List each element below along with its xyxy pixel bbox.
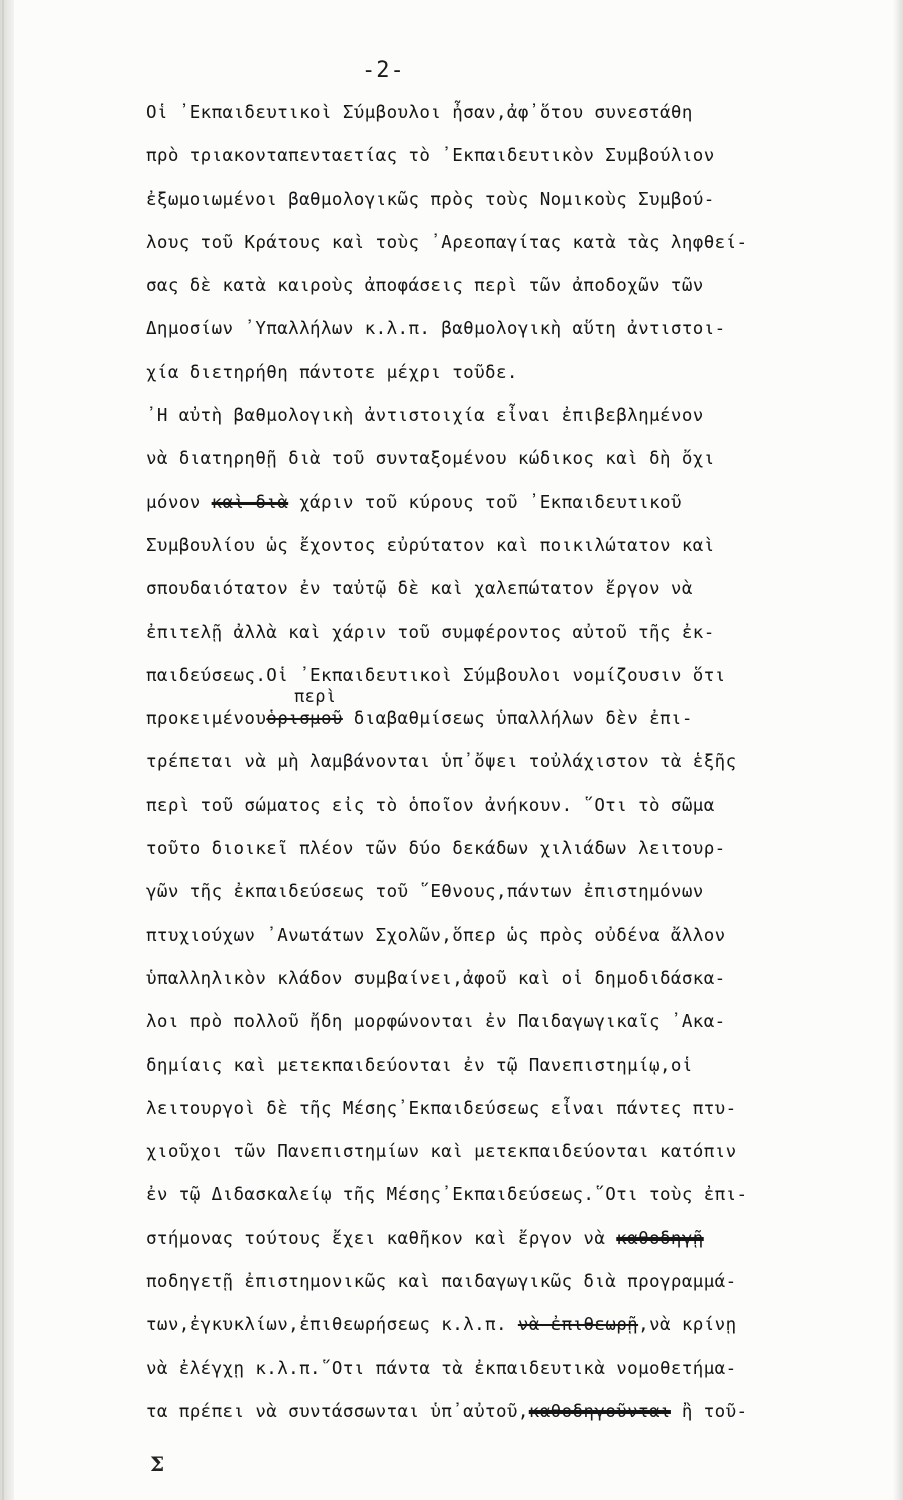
text-line: ἐξωμοιωμένοι βαθμολογικῶς πρὸς τοὺς Νομικοὺς Συμβού- [146, 189, 715, 210]
text-line: ἐν τῷ Διδασκαλείῳ τῆς Μέσης᾽Εκπαιδεύσεως.῞Οτι τοὺς ἐπι- [146, 1185, 748, 1206]
text-segment: στήμονας τούτους ἔχει καθῆκον καὶ ἔργον νὰ [146, 1228, 617, 1249]
text-segment: προκειμένου [146, 709, 267, 730]
text-segment: μόνον [146, 492, 212, 513]
text-segment: των,ἐγκυκλίων,ἐπιθεωρήσεως κ.λ.π. [146, 1315, 518, 1336]
handwritten-insertion: περὶ [294, 687, 337, 708]
text-line: ποδηγετῇ ἐπιστημονικῶς καὶ παιδαγωγικῶς διὰ προγραμμά- [146, 1272, 737, 1293]
text-line-with-correction [146, 687, 866, 741]
text-line: παιδεύσεως.Οἱ ᾽Εκπαιδευτικοὶ Σύμβουλοι νομίζουσιν ὅτι [146, 665, 726, 686]
text-line-with-strikeout [146, 1304, 866, 1347]
text-line: ᾽Η αὐτὴ βαθμολογικὴ ἀντιστοιχία εἶναι ἐπιβεβλημένον [146, 406, 704, 427]
text-line: τοῦτο διοικεῖ πλέον τῶν δύο δεκάδων χιλιάδων λειτουρ- [146, 839, 726, 860]
text-line-with-strikeout [146, 1218, 866, 1261]
text-line: πτυχιούχων ᾽Ανωτάτων Σχολῶν,ὅπερ ὡς πρὸς οὐδένα ἄλλον [146, 925, 726, 946]
page-fold-mark [2, 0, 4, 1500]
text-line: σας δὲ κατὰ καιροὺς ἀποφάσεις περὶ τῶν ἀποδοχῶν τῶν [146, 276, 704, 297]
text-line: νὰ διατηρηθῇ διὰ τοῦ συνταξομένου κώδικος καὶ δὴ ὄχι [146, 449, 715, 470]
text-line: λειτουργοὶ δὲ τῆς Μέσης᾽Εκπαιδεύσεως εἶναι πάντες πτυ- [146, 1098, 737, 1119]
text-line-with-strikeout [146, 1391, 866, 1434]
typewritten-body [146, 92, 866, 1434]
text-line: γῶν τῆς ἐκπαιδεύσεως τοῦ ῞Εθνους,πάντων ἐπιστημόνων [146, 882, 704, 903]
text-line: Οἱ ᾽Εκπαιδευτικοὶ Σύμβουλοι ἦσαν,ἀφ᾽ὅτου συνεστάθη [146, 103, 693, 123]
struck-out-text: καθοδηγοῦνται [528, 1401, 671, 1422]
text-segment: διαβαθμίσεως ὑπαλλήλων δὲν ἐπι- [342, 709, 693, 730]
text-line: λους τοῦ Κράτους καὶ τοὺς ᾽Αρεοπαγίτας κατὰ τὰς ληφθεί- [146, 232, 748, 253]
struck-out-text: καθοδηγῇ [616, 1228, 704, 1249]
text-line: Δημοσίων ᾽Υπαλλήλων κ.λ.π. βαθμολογικὴ αὕτη ἀντιστοι- [146, 319, 726, 340]
text-line: ὑπαλληλικὸν κλάδον συμβαίνει,ἀφοῦ καὶ οἱ δημοδιδάσκα- [146, 968, 726, 989]
text-line: σπουδαιότατον ἐν ταὐτῷ δὲ καὶ χαλεπώτατον ἔργον νὰ [146, 579, 693, 600]
text-line: πρὸ τριακονταπενταετίας τὸ ᾽Εκπαιδευτικὸν Συμβούλιον [146, 146, 715, 167]
text-line: λοι πρὸ πολλοῦ ἤδη μορφώνονται ἐν Παιδαγωγικαῖς ᾽Ακα- [146, 1012, 726, 1033]
page-right-edge-shadow [893, 0, 903, 1500]
text-line: δημίαις καὶ μετεκπαιδεύονται ἐν τῷ Πανεπιστημίῳ,οἱ [146, 1055, 693, 1076]
struck-out-text: ὁρισμοῦ [266, 709, 343, 730]
text-segment: ἢ τοῦ- [670, 1401, 748, 1422]
text-segment: τα πρέπει νὰ συντάσσωνται ὑπ᾽αὐτοῦ, [146, 1401, 529, 1422]
text-segment: ,νὰ κρίνῃ [638, 1315, 737, 1336]
struck-out-text: καὶ διὰ [211, 492, 289, 513]
page-number: -2- [362, 58, 405, 83]
text-line: χία διετηρήθη πάντοτε μέχρι τοῦδε. [146, 362, 518, 383]
struck-out-text: νὰ ἐπιθεωρῇ [517, 1315, 639, 1336]
text-line-with-strikeout [146, 482, 866, 525]
text-line: Συμβουλίου ὡς ἔχοντος εὐρύτατον καὶ ποικιλώτατον καὶ [146, 535, 715, 556]
text-line: χιοῦχοι τῶν Πανεπιστημίων καὶ μετεκπαιδεύονται κατόπιν [146, 1142, 737, 1163]
text-line: περὶ τοῦ σώματος εἰς τὸ ὁποῖον ἀνήκουν. ῞Οτι τὸ σῶμα [146, 795, 715, 816]
text-line: ἐπιτελῇ ἀλλὰ καὶ χάριν τοῦ συμφέροντος αὐτοῦ τῆς ἐκ- [146, 622, 715, 643]
text-line: νὰ ἐλέγχῃ κ.λ.π.῞Οτι πάντα τὰ ἐκπαιδευτικὰ νομοθετήμα- [146, 1358, 737, 1379]
text-segment: χάριν τοῦ κύρους τοῦ ᾽Εκπαιδευτικοῦ [288, 492, 682, 513]
text-line: τρέπεται νὰ μὴ λαμβάνονται ὑπ᾽ὄψει τοὐλάχιστον τὰ ἑξῆς [146, 752, 737, 773]
footer-mark: Σ [150, 1452, 165, 1476]
